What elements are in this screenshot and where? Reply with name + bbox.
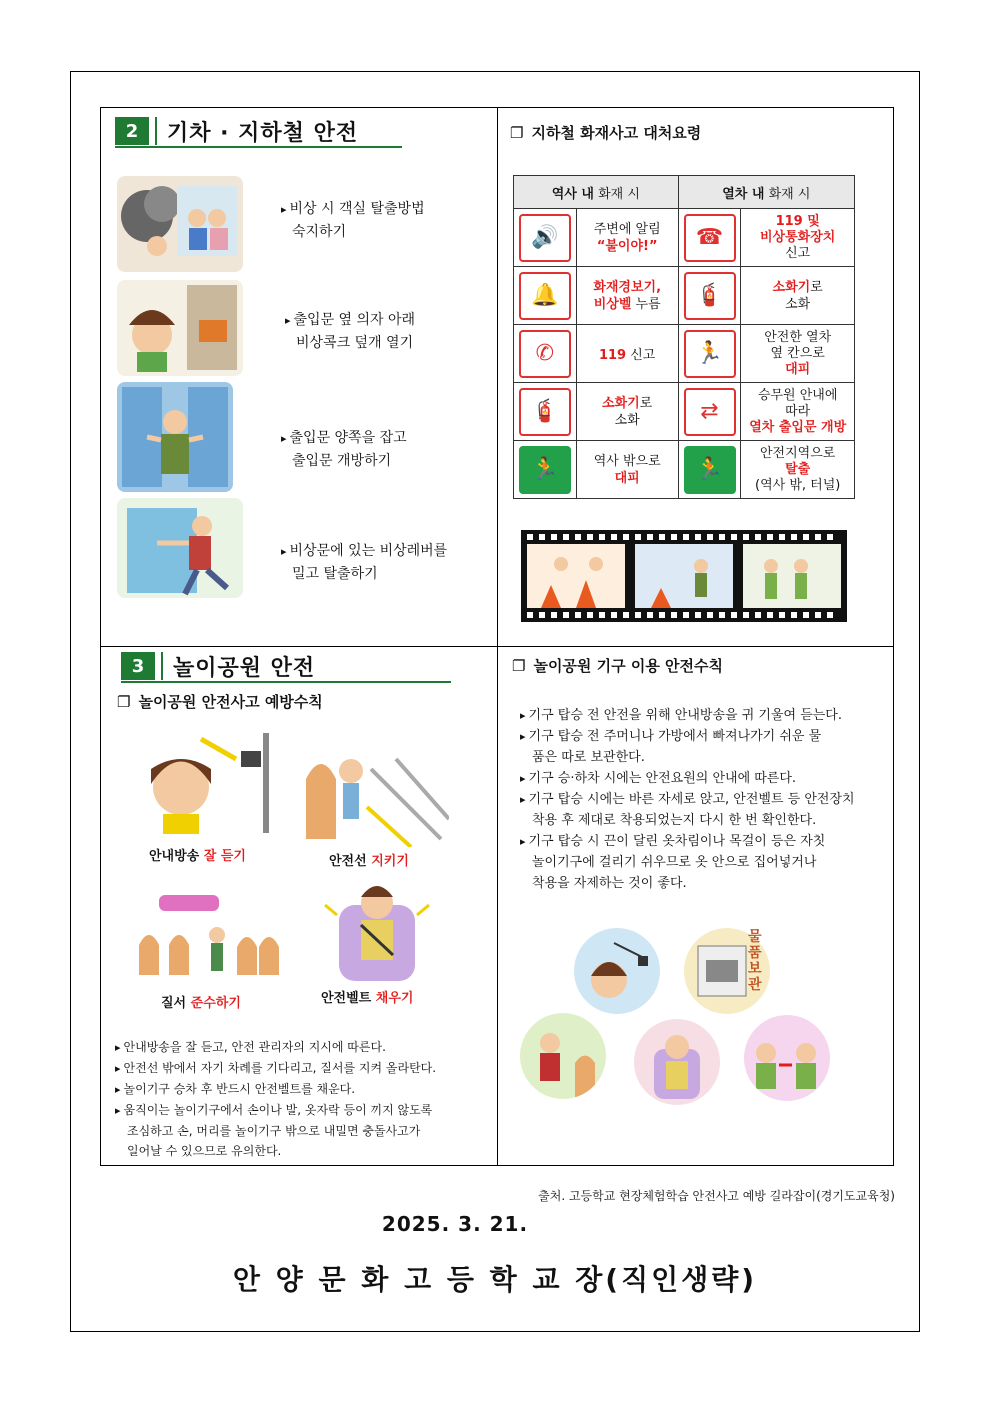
document-date: 2025. 3. 21. [381, 1212, 529, 1236]
fire-response-table: 역사 내 화재 시 열차 내 화재 시 🔊 주변에 알림 “불이야!” ☎ 119 및 비상통화장치 신고 🔔 화재경보기, 비상벨 누름 🧯 소화기로 소화 ✆ 119 신고 🏃 안전한 열차 옆 칸으로 대피 🧯 소화기로 소화 ⇄ 승무원 안내에 따라 열차 출입문 개방 🏃 역사 밖으로 대피 🏃 안전지역으로 탈출 (역사 밖, 터널) [513, 175, 855, 499]
document-page [70, 71, 920, 1332]
car-exit-icon: 🏃 [684, 330, 736, 378]
section-title: 기차 · 지하철 안전 [167, 120, 359, 146]
section-underline [121, 681, 451, 683]
section-number: 3 [121, 652, 155, 680]
section-underline [115, 146, 402, 148]
locker-stamp-text: 물품보관 [748, 929, 762, 993]
bullet-open-door: ▸ 출입문 양쪽을 잡고 출입문 개방하기 [281, 427, 407, 472]
caption-queue: 질서 준수하기 [161, 996, 241, 1011]
park-prevention-subtitle: ❐ 놀이공원 안전사고 예방수칙 [117, 691, 323, 712]
ride-rule-line: 품은 따로 보관한다. [532, 750, 645, 765]
passengers-smoke-illustration [117, 176, 243, 272]
ride-rules-section [498, 647, 895, 1167]
ride-rule-line: ▸ 기구 탑승 전 주머니나 가방에서 빠져나가기 쉬운 물 [520, 726, 865, 747]
extinguisher-icon: 🧯 [684, 272, 736, 320]
source-note: 출처. 고등학교 현장체험학습 안전사고 예방 길라잡이(경기도교육청) [538, 1189, 895, 1203]
caption-safety-line: 안전선 지키기 [329, 854, 409, 869]
open-door-illustration [117, 382, 233, 492]
ride-rule-line: 착용 후 제대로 착용되었는지 다시 한 번 확인한다. [532, 813, 817, 828]
section-number: 2 [115, 117, 149, 145]
extinguisher-icon: 🧯 [519, 388, 571, 436]
emergency-cock-illustration [117, 280, 243, 376]
subway-fire-section [498, 108, 895, 646]
door-open-icon: ⇄ [684, 388, 736, 436]
ride-rule-line: ▸ 기구 탑승 전 안전을 위해 안내방송을 귀 기울여 듣는다. [520, 705, 865, 726]
seatbelt-illustration [317, 875, 437, 985]
station-fire-header: 역사 내 화재 시 [514, 176, 679, 209]
queue-order-illustration [129, 885, 279, 985]
intercom-sos-icon: ☎ [684, 214, 736, 262]
staff-circle-illustration [520, 1013, 606, 1099]
caption-seatbelt: 안전벨트 채우기 [321, 991, 414, 1006]
film-strip-illustration [521, 530, 847, 622]
section-2-heading [115, 116, 358, 146]
amusement-park-section [101, 647, 497, 1167]
exit-icon: 🏃 [519, 446, 571, 494]
bullet-evacuation-method: ▸ 비상 시 객실 탈출방법 숙지하기 [281, 198, 425, 243]
ride-rules-title: ❐ 놀이공원 기구 이용 안전수칙 [512, 655, 723, 676]
listen-announcement-illustration [141, 729, 271, 839]
train-fire-header: 열차 내 화재 시 [678, 176, 854, 209]
speaker-icon: 🔊 [519, 214, 571, 262]
park-rules-list: ▸ 안내방송을 잘 듣고, 안전 관리자의 지시에 따른다. ▸ 안전선 밖에서 자기 차례를 기다리고, 질서를 지켜 올라탄다. ▸ 놀이기구 승차 후 반드시 안전벨트를 채운다. ▸ 움직이는 놀이기구에서 손이나 발, 옷자락 등이 끼지 않도록 조심하고 손, 머리를 놀이기구 밖으로 내밀면 충돌사고가 일어날 수 있으므로 유의한다. [115, 1037, 436, 1161]
tunnel-exit-icon: 🏃 [684, 446, 736, 494]
announcement-circle-illustration [574, 928, 660, 1014]
ride-rule-line: 놀이기구에 걸리기 쉬우므로 옷 안으로 집어넣거나 [532, 855, 817, 870]
ride-rule-line: ▸ 기구 탑승 시에는 바른 자세로 앉고, 안전벨트 등 안전장치 [520, 789, 865, 810]
phone-sos-icon: ✆ [519, 330, 571, 378]
safety-line-illustration [301, 729, 449, 847]
bullet-emergency-cock: ▸ 출입문 옆 의자 아래 비상콕크 덮개 열기 [285, 309, 415, 354]
guidance-circle-illustration [744, 1015, 830, 1101]
seatbelt-circle-illustration [634, 1019, 720, 1105]
train-subway-section [101, 108, 497, 646]
bullet-emergency-lever: ▸ 비상문에 있는 비상레버를 밀고 탈출하기 [281, 540, 447, 585]
principal-signature: 안 양 문 화 고 등 학 교 장(직인생략) [232, 1263, 758, 1296]
ride-rules-list [520, 705, 865, 894]
caption-listen: 안내방송 잘 듣기 [149, 849, 246, 864]
content-grid [100, 107, 894, 1166]
fire-alarm-icon: 🔔 [519, 272, 571, 320]
ride-rule-line: ▸ 기구 승·하차 시에는 안전요원의 안내에 따른다. [520, 768, 865, 789]
section-3-heading [121, 651, 315, 681]
emergency-lever-illustration [117, 498, 243, 598]
subway-fire-title: ❐ 지하철 화재사고 대처요령 [510, 122, 701, 143]
section-title: 놀이공원 안전 [173, 655, 316, 681]
ride-rule-line: ▸ 기구 탑승 시 끈이 달린 옷차림이나 목걸이 등은 자칫 [520, 831, 865, 852]
ride-rule-line: 착용을 자제하는 것이 좋다. [532, 876, 687, 891]
